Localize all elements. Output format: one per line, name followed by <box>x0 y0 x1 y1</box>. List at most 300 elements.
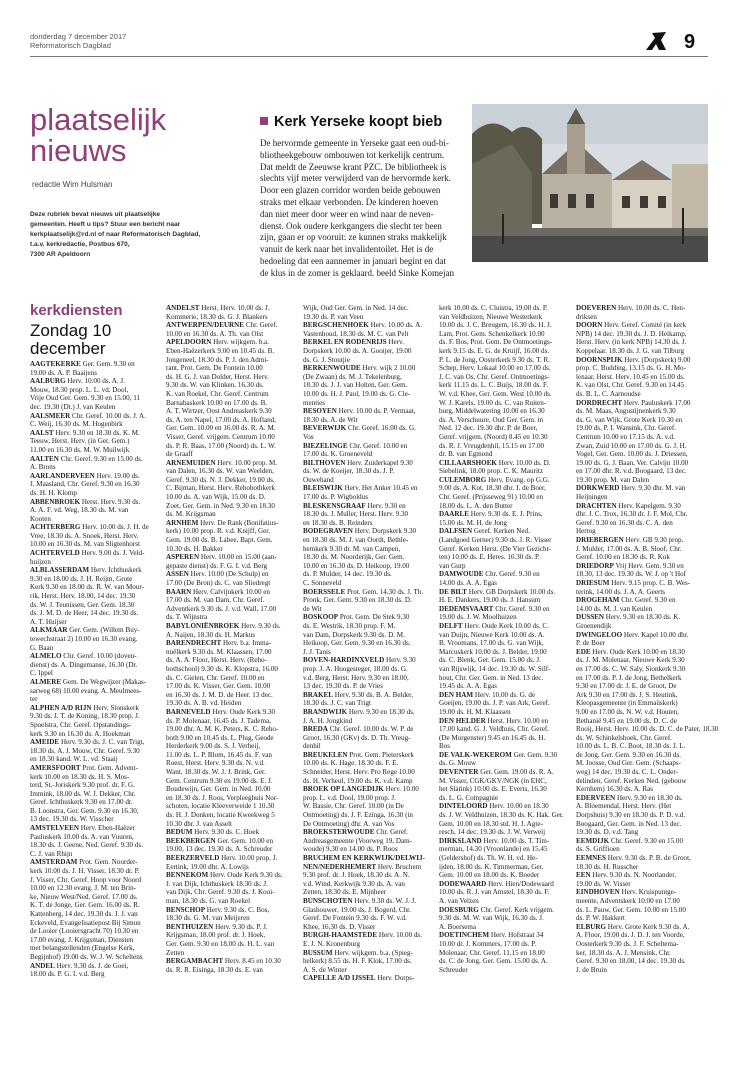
listing-line: Glashouwer, 19.00 ds. J. Bogerd, Chr. <box>303 905 411 914</box>
listing-line: de Looier (Looiersgracht 70) 10.30 en <box>30 927 139 936</box>
listing-line: 10.00 en 16.30 ds. M. van Sligtenhorst <box>30 540 140 549</box>
listing-line: B. Loonstra, Ger. Gem. 9.30 en 16.30, <box>30 806 139 815</box>
listing-line: J. J. Tanis <box>303 647 331 656</box>
bullet-square-icon <box>260 117 268 125</box>
listing-line: delinden, Geref. Kerken Ned. (gebouw <box>576 776 687 785</box>
listing-line: EEMDIJK Chr. Geref. 9.30 en 15.00 <box>576 836 683 845</box>
listing-line: A. A. F. vd. Weg, 18.30 ds. M. van <box>30 506 129 515</box>
listing-line: ds. L. Pauw, Ger. Gem. 10.00 en 15.00 <box>576 905 686 914</box>
listing-line: 15.00 ds. M. H. de Jong <box>439 518 507 527</box>
listing-line: AALBURG Herv. 10.00 ds. A. J. <box>30 377 125 386</box>
listing-line: hemkerk 9.30 dr. M. van Campen, <box>303 544 401 553</box>
section-intro <box>30 210 201 260</box>
listing-line: ALMERE Gem. De Wegwijzer (Makas- <box>30 677 147 686</box>
listing-line: ker, 18.30 ds. A. J. Mensink, Chr. <box>576 948 671 957</box>
listing-line: Dorpskerk 10.00 ds. A. Gooijer, 19.00 <box>303 346 412 355</box>
listing-line: NPB) 14 dec. 19.30 ds. J. D. Heikamp, <box>576 329 687 338</box>
listing-line: dienst) ds. A. Dingemanse, 16.30 (Dr. <box>30 660 138 669</box>
listing-line: en 18.30 ds. M. J. van Oordt, Bethle- <box>303 536 409 545</box>
listing-line: DEDEMSVAART Chr. Geref. 9.30 en <box>439 604 550 613</box>
listing-line: BROEK OP LANGEDIJK Herv. 10.00 <box>303 785 419 794</box>
listing-line: kerk) 10.00 prop. R. v.d. Knijff, Ger. <box>166 527 271 536</box>
listing-line: Vastenhoud, 18.30 ds. M. C. van Pelt <box>303 329 409 338</box>
listing-line: DEN HAM Herv. 10.00 ds. G. de <box>439 690 536 699</box>
listing-line: BREDA Chr. Geref. 10.00 ds. W. P. de <box>303 725 414 734</box>
listing-line: en 18.30 kand. W. L. vd. Staaij <box>30 755 118 764</box>
listing-line: DOESBURG Chr. Geref. Kerk vrijgem. <box>439 905 554 914</box>
listing-line: en 17.00 dhr. R. v.d. Boogaard, 13 dec. <box>576 467 687 476</box>
listing-line: DOETINCHEM Herv. Hofstraat 34 <box>439 931 544 940</box>
intro-line: t.a.v. kerkredactie, Postbus 670, <box>30 241 130 248</box>
listing-line: Rooij, Herst. Herv. 10.00 ds. D. C. de Pater, 18.30 <box>576 725 719 734</box>
listing-line: schoten, locatie Kleeverweide 1 10.30 <box>166 802 275 811</box>
listing-line: Boogaard, Ger. Gem. in Ned. 13 dec. <box>576 819 682 828</box>
listing-line: CAPELLE A/D IJSSEL Herv. Dorps- <box>303 974 415 983</box>
listing-line: J. A. H. Jongkind <box>303 716 353 725</box>
listing-line: resch, 14 dec. 19.30 ds. J. W. Verweij <box>439 828 546 837</box>
listing-line: M. Visser, CGK/GKV/NGK (in EHC, <box>439 776 547 785</box>
listing-line: A. S. de Winter <box>303 965 347 974</box>
listing-line: BENSCHOP Herv. 9.30 ds. C. Bos, <box>166 905 270 914</box>
listing-line: EINDHOVEN Herv. Kruispuntge- <box>576 888 677 897</box>
listing-line: ter <box>30 695 38 704</box>
listing-line: Zoet, Ger. Gem. in Ned. 9.30 en 18.30 <box>166 501 275 510</box>
listing-line: helkerk) 8.55 ds. H. F. Klok, 17.00 ds. <box>303 957 412 966</box>
listing-line: 18.30 ds. A. J. Mouw, Chr. Geref. 9.30 <box>30 746 140 755</box>
listing-line: C. Ippel <box>30 669 53 678</box>
article-title: Kerk Yerseke koopt bieb <box>260 114 442 130</box>
listing-line: Vos <box>303 432 314 441</box>
listing-line: ds. A. A. Floor, Herst. Herv. (Reho- <box>166 656 267 665</box>
listing-line: BODEGRAVEN Herv. Dorpskerk 9.30 <box>303 527 417 536</box>
listing-line: met belangstellenden (Engelse Kerk, <box>30 944 135 953</box>
listing-line: 17.00 evang. J. Krijgsman, Diensten <box>30 935 134 944</box>
article-line: Dat meldt de Zeeuwse krant PZC. De bibliotheek is <box>260 161 447 172</box>
listing-line: 10.00 ds. A. van Wijk, 15.00 ds. D. <box>166 493 266 502</box>
listing-line: bothschool) 9.30 ds. K. Klopstra, 16.00 <box>166 664 278 673</box>
listing-line: P. L. de Jong, Oosterkerk 9.30 ds. T. R. <box>439 355 551 364</box>
listing-line: 10.00 ds. J. C. Breugem, 16.30 ds. H. J. <box>439 321 552 330</box>
listing-line: Bos <box>439 742 451 751</box>
listing-line: DE BILT Herv. GB Dorpskerk 10.00 ds. <box>439 587 556 596</box>
listing-line: 9.00 ds. A. Kot, 18.30 dhr. J. de Boer, <box>439 484 546 493</box>
listing-line: ARNEMUIDEN Herv. 10.00 prop. M. <box>166 458 278 467</box>
listing-line: ds. G. Mouw <box>439 759 477 768</box>
listing-line: Hertog <box>576 527 596 536</box>
listing-line: 17.00 (De Bron) ds. C. van Sliedregt <box>166 579 271 587</box>
listing-line: kerk 9.30 en 16.30 ds. A. Hoekman <box>30 729 131 738</box>
listing-line: B. Vroomans, 17.00 ds. G. van Wijk, <box>439 639 544 648</box>
listing-line: Groot, 16.30 (GKv) ds. D. Th. Vreug- <box>303 733 411 742</box>
listing-line: Ned. 12 dec. 19.30 dhr. P. de Boer, <box>439 424 538 433</box>
listing-line: rik, Herst. Herv. 18.00, 14 dec. 19.30 <box>30 592 136 601</box>
listing-line: Kleopasgemeente (in Emmaüskerk) <box>576 699 678 708</box>
listing-line: Zwan, Zuid 10.00 en 17.00 ds. G. J. H. <box>576 441 687 450</box>
listing-line: DIRKSLAND Herv. 10.00 ds. T. Tim- <box>439 836 550 845</box>
listing-line: ELBURG Herv. Grote Kerk 9.30 ds. A. <box>576 922 690 931</box>
listing-line: Ark 9.30 en 17.00 ds. J. S. Heutink, <box>576 690 678 699</box>
listing-line: AMSTERDAM Prot. Gem. Noorder- <box>30 858 138 867</box>
listing-line: W. Bassie, Chr. Geref. 10.00 (in De <box>303 802 404 811</box>
listing-line: A. van Velzen <box>439 896 479 905</box>
listing-line: DOEVEREN Herv. 10.00 ds. C. Hen- <box>576 304 686 312</box>
listing-line: BEDUM Herv. 9.30 ds. C. Hoek <box>166 828 260 837</box>
listing-line: BLEISWIJK Herv. Het Anker 10.45 en <box>303 484 418 493</box>
listing-line: ALKMAAR Ger. Gem. (Willem Buy- <box>30 626 140 635</box>
header-divider <box>30 56 708 57</box>
listing-line: Goeijen, 19.00 ds. J. P. van Ark, Geref. <box>439 699 550 708</box>
listing-line: A. T. Wirtzer, Oost Andreaskerk 9.30 <box>166 407 272 416</box>
listing-line: Geref. De Fontein 9.30 ds. F. W. v.d. <box>303 914 407 923</box>
listing-line: kerk 11.15 ds. L. C. Buijs, 18.00 ds. F. <box>439 381 549 390</box>
listing-line: M. Joosse, Oud Ger. Gem. (Schaaps- <box>576 759 682 768</box>
listing-line: 10.00 en 12.30 evang. J. M. ten Brin- <box>30 884 136 893</box>
listing-line: 18.30 ds. J. Muller, Herst. Herv. 9.30 <box>303 510 409 519</box>
listing-line: Immink, 18.00 ds. W. J. Dekker, Chr. <box>30 789 136 798</box>
listing-line: DRIEBERGEN Herv. GB 9.30 prop. <box>576 536 684 545</box>
listing-line: denhil <box>303 742 321 751</box>
listing-line: both 9.00 en 10.45 ds. L. Plug, Geode <box>166 733 274 742</box>
listing-line: van Veldhuizen, Nieuwe Westerkerk <box>439 312 543 321</box>
listing-line: BOERSSELE Prot. Gem. 14.30 ds. J. Th. <box>303 587 424 596</box>
listing-line: 9.30 en 18.00 ds. J. H. Reijm, Grote <box>30 574 133 583</box>
listing-line: van Dam, Dorpskerk 9.30 ds. D. M. <box>303 630 405 639</box>
listing-line: 19.00, 13 dec. 19.30 ds. A. Schreuder <box>166 845 273 854</box>
section-title: plaatselijk nieuws <box>30 102 167 168</box>
listing-line: Pauluskerk 10.00 ds. A. van Vuuren, <box>30 832 134 841</box>
listing-line: BEEKBERGEN Ger. Gem. 10.00 en <box>166 836 273 845</box>
listing-line: W. J. Karels, 19.00 ds. C. van Ruiten- <box>439 398 547 407</box>
listing-line: ds. C. de Jong, Ger. Gem. 15.00 ds. A. <box>439 957 548 966</box>
listing-line: AMERSFOORT Prot. Gem. Advent- <box>30 763 138 772</box>
listing-line: Barnabaskerk 10.00 en 17.00 ds. B. <box>166 398 268 407</box>
article-line: bedoeling dat een aannemer in januari begint en dat <box>260 255 446 266</box>
listing-line: 10.00 en 16.30 ds. D. Heikoop, 19.00 <box>303 561 410 570</box>
listing-line: DEN HELDER Herst. Herv. 10.00 en <box>439 716 549 725</box>
listing-line: Vrije Oud Ger. Gem. 9.30 en 15.00, 11 <box>30 394 141 403</box>
listing-line: J. Mulder, 17.00 ds. A. B. Sloof, Chr. <box>576 544 682 553</box>
listing-line: Eben-Haëzerkerk 9.00 en 10.45 ds. B. <box>166 346 275 355</box>
page-number: 9 <box>684 31 696 53</box>
listing-line: Ger. Gem. 10.00 en 16.00 ds. R. A. M. <box>166 424 276 433</box>
listing-line: en 18.30 ds. B. Reinders <box>303 518 373 527</box>
listing-line: DELFT Herv. Oude Kerk 10.00 ds. C. <box>439 621 549 630</box>
listing-line: 11.00 en 16.30 ds. M. W. Muilwijk <box>30 445 130 454</box>
listing-line: Ger. Gem. 9.30 en 18.00 ds. H. L. van <box>166 939 275 948</box>
listing-line: 10.30 ds. H. Bakker <box>166 544 223 553</box>
listing-line: (De Morgenster) 9.45 en 16.45 ds. H. <box>439 733 546 742</box>
listing-line: man, 18.30 ds. G. van Roekel <box>166 896 251 905</box>
listing-line: A. Naijen, 18.30 ds. H. Markus <box>166 630 256 639</box>
listing-line: kerk 10.00 ds. J. H. Visser, 18.30 dr. P. <box>30 867 140 876</box>
listing-line: (De Zwaan) ds. M. J. Tekelenburg, <box>303 372 402 381</box>
listing-line: 9.30 ds. W. van Klinken. 16.30 ds. <box>166 381 264 390</box>
listing-line: kerk 10.00 ds. C. Cluistra, 19.00 ds. P. <box>439 304 548 312</box>
listing-line: 17.00 ds. K. Groeneveld <box>303 450 373 459</box>
listing-line: Want, 18.30 ds. W. J. J. Brink, Ger. <box>166 768 266 777</box>
listing-line: Dorpshuis) 9.30 en 18.30 ds. P. D. v.d. <box>576 811 686 820</box>
listing-line: Schneider, Herst. Herv. Pro Rege 10.00 <box>303 768 415 777</box>
listing-line: BERGAMBACHT Herv. 8.45 en 10.30 <box>166 957 281 966</box>
listing-line: Lam, Prot. Gem. Schenkelkerk 10.00 <box>439 329 545 338</box>
listing-line: Geref. Ichthuskerk 9.30 en 17.00 dr. <box>30 798 133 807</box>
listing-line: A. T. Huijser <box>30 617 67 626</box>
listing-line: sarweg 68) 10.00 evang. A. Meulmees- <box>30 686 142 695</box>
listing-line: 9.30 en 17.00 dr. J. E. de Groot, De <box>576 682 677 691</box>
listing-line: BABYLONIËNBROEK Herv. 9.30 ds. <box>166 621 281 630</box>
listing-line: hout, Chr. Ger. Gem. in Ned. 13 dec. <box>439 673 544 682</box>
listing-line: Pronk, Ger. Gem. 9.30 en 18.30 ds. D. <box>303 596 412 605</box>
listing-line: Wijk, Oud Ger. Gem. in Ned. 14 dec. <box>303 304 409 312</box>
listing-line: terd, St.-Joriskerk 9.30 prof. dr. F. G. <box>30 781 135 790</box>
listing-line: Khee, 16.30 ds. D. Visser <box>303 922 376 931</box>
listing-line: dec. 19.30 (Dt.) J. van Keulen <box>30 402 116 411</box>
listing-line: ijden, 18.00 ds. K. Timmerman, Ger. <box>439 862 544 871</box>
listing-line: kerk 10.00 en 18.30 ds. H. S. Mos- <box>30 772 130 781</box>
listing-line: EEN Herv. 9.30 ds. N. Noorlander, <box>576 871 677 880</box>
listing-line: AALST Herv. 9.30 en 18.30 ds. K. M. <box>30 428 140 437</box>
listing-line: ALPHEN A/D RIJN Herv. Sionskerk <box>30 703 139 712</box>
listing-line: BURGH-HAAMSTEDE Herv. 10.00 ds. <box>303 931 422 940</box>
listing-line: 19.30 prop. M. van Dalen <box>576 475 650 484</box>
listing-line: ds. G. J. Stoutjie <box>303 355 350 364</box>
listing-line: van Dalen, 16.30 ds. W. van Weelden, <box>166 467 274 476</box>
listing-line: het Slatink) 10.00 ds. E. Everts, 16.30 <box>439 785 547 794</box>
listing-line: de Graaff <box>166 450 193 459</box>
listing-line: dhr. J. C. Trox, 16.30 dr. J. F. Mol, Chr. <box>576 510 688 519</box>
intro-line: kerkplaatselijk@rd.nl of naar Reformatorisch Dagblad, <box>30 231 201 238</box>
listing-line: Begijnhof) 19.00 ds. W. J. W. Scheltens <box>30 952 143 961</box>
listing-line: van Duijn, Nieuwe Kerk 10.00 ds. A. <box>439 630 545 639</box>
listing-line: ABBENBROEK Herst. Herv. 9.30 ds. <box>30 497 141 506</box>
listing-line: Siebelink, 18.00 prop. C. K. Mauritz <box>439 467 544 476</box>
listing-line: 9.30 ds. J. T. de Koning, 18.30 prop. J. <box>30 712 140 721</box>
listing-line: K. van Olst, Chr. Geref. 9.30 en 14.45 <box>576 381 685 390</box>
listing-line: Centrum 10.00 en 17.15 ds. A. v.d. <box>576 432 675 441</box>
listing-line: ten) 10.00 ds. E. Heres. 16.30 ds. P. <box>439 553 540 562</box>
listing-line: K. van Roekel, Chr. Geref. Centrum <box>166 389 269 398</box>
listing-line: G. Baan <box>30 643 54 652</box>
listing-line: 10.00 dr. J. Kommers, 17.00 ds. P. <box>439 939 537 948</box>
listing-line: 19.00 ds. W. Visser <box>576 879 631 888</box>
listing-line: ds. W. de Koeijer, 18.30 ds. J. P. <box>303 467 395 476</box>
listing-line: CULEMBORG Herv. Evang. op G.G. <box>439 475 550 484</box>
listing-line: 18.00 ds. L. A. den Butter <box>439 501 513 510</box>
article-body <box>260 138 460 280</box>
article-line: bliotheekgebouw ombouwen tot kerkelijk centrum. <box>260 149 445 160</box>
listing-line: BROEKSTERWOUDE Chr. Geref. <box>303 828 408 837</box>
listing-line: 19.00 ds. J. W. Moolhuizen <box>439 613 517 622</box>
listing-line: Heijningen <box>576 493 608 502</box>
newspaper-logo-icon <box>644 30 668 54</box>
listing-line: BLESKENSGRAAF Herv. 9.30 en <box>303 501 406 510</box>
listing-line: BRUCHEM EN KERKWIJK/DELWIJ- <box>303 854 425 862</box>
listing-line: J. C. van Os, Chr. Geref. Ontmoetings- <box>439 372 550 381</box>
listing-line: 17.00 ds. P. Wigboldus <box>303 493 369 502</box>
listing-line: BRAKEL Herv. 9.30 ds. B. A. Belder, <box>303 690 414 699</box>
listing-line: DRACHTEN Herv. Kapelgem. 9.30 <box>576 501 681 510</box>
listing-line: BENNEKOM Herv. Oude Kerk 9.30 ds. <box>166 871 283 880</box>
listing-line: BESOYEN Herv. 10.00 ds. P. Vermaat, <box>303 407 416 416</box>
listing-line: ds. L. G. Compagnie <box>439 793 499 802</box>
listing-line: BILTHOVEN Herv. Zuiderkapel 9.30 <box>303 458 413 467</box>
listing-line: ARNHEM Herv. De Rank (Bonifatius- <box>166 518 279 527</box>
listing-line: Geref. 9.30 en 18.00, 14 dec. 19.30 ds. <box>576 957 686 966</box>
listing-line: Kooten <box>30 514 51 523</box>
listing-line: dr. B. van Egmond <box>439 450 493 459</box>
listing-line: Geref. 9.30 en 16.30 ds. C. A. den <box>576 518 673 527</box>
listing-line: BAARN Herv. Calvijnkerk 10.00 en <box>166 587 270 596</box>
listing-line: ds. J. M. Molenaar, Nieuwe Kerk 9.30 <box>576 656 685 665</box>
listing-line: van Rijswijk, 14 dec. 19.30 ds. W. Silf- <box>439 664 551 673</box>
listing-line: Schreuder <box>439 965 468 974</box>
listing-line: ds. H. H. Klomp <box>30 488 77 497</box>
listing-line: Jongeneel, 18.30 ds. P. J. den Admi- <box>166 355 269 364</box>
article-line: straks met elkaar verbonden. De kinderen hoeven <box>260 196 439 207</box>
article-line: dan niet meer door weer en wind naar de neven- <box>260 208 434 219</box>
listing-line: DALFSEN Geref. Kerken Ned. <box>439 527 530 536</box>
listing-line: ds. E. Westrik, 18.30 prop. F. M. <box>303 621 396 630</box>
listing-line: 19.30 ds. A. B. vd. Heiden <box>166 699 242 708</box>
listing-line: 19.45 ds. A. A. Egas <box>439 682 497 691</box>
listing-line: 19.30 ds. P. van Veen <box>303 312 364 321</box>
listing-line: van Dijk, Chr. Geref. 9.30 ds. J. Kooi- <box>166 888 275 897</box>
listing-line: A. Brons <box>30 463 56 472</box>
listing-line: ds. A. Verschuure, Oud Ger. Gem. in <box>439 415 544 424</box>
listing-line: 13 dec. 19.30 ds. W. Visscher <box>30 815 114 824</box>
listing-line: ds. W. J. Teunissen, Ger. Gem. 18.30 <box>30 600 135 609</box>
listing-line: Kernhem) 16.30 ds. A. Ras <box>576 785 654 794</box>
listing-line: (Landgoed Gerner) 9.30 ds. J. R. Visser <box>439 536 552 545</box>
listing-line: ds. F. Bos, Prot. Gem. De Ontmoetings- <box>439 338 553 347</box>
listing-line: ds. B. L. C. Aarnoudse <box>576 389 641 398</box>
listing-line: DRIESUM Herv. 9.15 prop. C. B. Wes- <box>576 579 691 587</box>
listing-line: huijzen <box>30 557 51 566</box>
article-line: slechts vijf meter verwijderd van de hervormde kerk. <box>260 173 451 184</box>
listing-line: en 17.00 ds. C. W. Saly, Sionkerk 9.30 <box>576 664 686 673</box>
listing-line: 18.30 ds. G. M. van Meijeren <box>166 914 250 923</box>
listing-line: J. Maasland, Chr. Geref. 9.30 en 16.30 <box>30 480 140 489</box>
article-line: De hervormde gemeente in Yerseke gaat een oud-bi- <box>260 138 449 148</box>
listing-line: 19.00 ds. H. M. Klaassen <box>439 707 511 716</box>
listing-line: DUSSEN Herv. 9.30 en 18.30 ds. K. <box>576 613 681 622</box>
listing-line: 10.00 ds. H. J. Paul, 19.00 ds. G. Cle- <box>303 389 411 398</box>
article-line: vanuit de kerk naar het invalidentoilet. Het is de <box>260 244 434 255</box>
listing-line: 18.00 ds. P. G. I. v.d. Berg <box>30 970 105 979</box>
listing-line: Eertink, 19.00 dhr. A. Lowijs <box>166 862 249 871</box>
listing-line: ANDELST Herst. Herv. 10.00 ds. J. <box>166 304 270 312</box>
listing-line: ds. S. Griffioen <box>576 845 620 854</box>
listing-line: en 17.00 ds. P. J. de Jong, Bethelkerk <box>576 673 682 682</box>
listing-line: 10.00 ds. L. B. C. Boot, 18.30 ds. J. L. <box>576 742 686 751</box>
listing-line: de Wit <box>303 604 322 613</box>
listing-line: DWINGELOO Herv. Kapel 10.00 dhr. <box>576 630 689 639</box>
listing-line: J. de Bruin <box>576 965 607 974</box>
listing-line: 10.00 en 16.30 ds. A. Th. van Olst <box>166 329 264 338</box>
listing-line: ACHTERBERG Herv. 10.00 ds. J. H. de <box>30 523 149 532</box>
listing-line: BENTHUIZEN Herv. 9.30 ds. P. J. <box>166 922 268 931</box>
listing-line: 19.00 dhr. A. M. K. Peters, K. C. Reho- <box>166 725 279 734</box>
listing-line: ds. R. J. Vreugdenhil, 15.15 en 17.00 <box>439 441 545 450</box>
listing-line: nuëlkerk 9.30 ds. M. Klaassen, 17.00 <box>166 647 272 656</box>
listing-line: driksen <box>576 312 597 321</box>
listing-line: ds. M. Maas, Augustijnenkerk 9.30 <box>576 407 676 416</box>
section-editor: redactie Wim Hulsman <box>32 180 113 189</box>
listing-line: prop. C. Budding, 13.15 ds. G. H. Mo- <box>576 364 686 373</box>
listing-line: 19.00 ds. P. I. Wansink, Chr. Geref. <box>576 424 676 433</box>
kerkdiensten-date: Zondag 10 december <box>30 321 112 358</box>
listing-line: prop. J. A. Hoogesteger, 18.00 ds. G. <box>303 664 408 673</box>
listing-line: woude) 9.30 en 14.00 ds. P. Roos <box>303 845 398 854</box>
listing-line: Vree, 18.30 ds. A. Snoek, Herst. Herv. <box>30 531 139 540</box>
listing-line: 18.30 ds. M. Noorderijk, Ger. Gem. <box>303 553 405 562</box>
listing-line: J. Visser, Chr. Geref. Hoop voor Noord <box>30 875 142 884</box>
listing-line: Molenaar, Chr. Geref. 11.15 en 18.00 <box>439 948 545 957</box>
listing-line: ANTWERPEN/DEURNE Chr. Geref. <box>166 321 278 330</box>
listing-line: 10.30 dhr. J. van Asselt <box>166 819 233 828</box>
listing-line: 10.00 ds. K. Hage. 18.30 ds. F. E. <box>303 759 399 768</box>
listing-column-1 <box>30 360 162 979</box>
listing-line: Gem. 19.00 ds. B. Labee, Bapt. Gem. <box>166 536 273 545</box>
kerkdiensten-title: kerkdiensten <box>30 302 123 319</box>
listing-line: Kattenberg, 14 dec. 19.30 ds. J. J. van <box>30 910 138 918</box>
listing-column-3 <box>303 304 435 983</box>
listing-line: BOVEN-HARDINXVELD Herv. 9.30 <box>303 656 416 665</box>
listing-line: Gem. 10.00 en 18.30 std. H. J. Agte- <box>439 819 543 828</box>
listing-line: kerk 9.15 ds. E. G. de Kruijf, 16.00 ds. <box>439 346 550 355</box>
article-line: zijn, gaan er op vooruit: ze kunnen straks makkelijk <box>260 232 447 243</box>
listing-line: ds. R. R. Eisinga, 18.30 ds. E. van <box>166 965 263 974</box>
listing-line: Schep, Herv. Lokaal 10.00 en 17.00 ds. <box>439 364 551 373</box>
listing-line: E. J. N. Kronenburg <box>303 939 361 948</box>
listing-line: AMSTELVEEN Herv. Eben-Haëzer <box>30 824 136 833</box>
listing-line: Geref. 9.30 ds. N. J. Dekker, 19.00 ds. <box>166 475 275 484</box>
listing-line: A. Bloemendal, Herst. Herv. (Het <box>576 802 672 811</box>
article-photo <box>472 104 708 262</box>
listing-line: rant, Prot. Gem. De Fontein 10.00 <box>166 364 263 373</box>
listing-line: Herderkerk 9.00 ds. S. J. Verheij, <box>166 742 261 751</box>
listing-line: Roest, Herst. Herv. 9.30 ds. N. v.d. <box>166 759 265 768</box>
listing-line: ds. H. J. Donken, locatie Kweekweg 5 <box>166 811 275 820</box>
intro-line: 7300 AR Apeldoorn <box>30 251 91 258</box>
listing-line: meente, Adventskerk 10.00 en 17.00 <box>576 896 680 905</box>
listing-line: 10.00 ds. R. J. van Amstel, 18.30 ds. F. <box>439 888 550 897</box>
listing-line: Zetten <box>166 948 185 957</box>
listing-line: 9.00 en 17.00 ds. N. W. v.d. Houten, <box>576 707 679 716</box>
article-line: Door een glazen corridor worden beide gebouwen <box>260 185 441 196</box>
listing-line: Koppelaar. 18.30 ds. J. G. van Tilburg <box>576 346 685 355</box>
listing-line: ds. J. W. Veldhuizen, 18.30 ds. K. Hak. Ger. <box>439 811 564 820</box>
listing-line: ds. C. Gielen, Chr. Geref. 10.00 en <box>166 673 265 682</box>
intro-line: Deze rubriek bevat nieuws uit plaatselijke <box>30 211 161 218</box>
listing-line: 17.00 kand. G. J. Veldhuis, Chr. Geref. <box>439 725 550 734</box>
listing-line: (Geldershof) ds. Th. W. H. vd. He- <box>439 854 538 862</box>
listing-line: gepaste dienst) ds. F. G. I. v.d. Berg <box>166 561 268 570</box>
listing-line: Zetten, 18.30 ds. E. Mijnheer <box>303 888 387 897</box>
listing-line: Krijgsman, 18.00 prof. dr. J. Hoek, <box>166 931 266 940</box>
listing-line: Spoelstra, Chr. Geref. Opstandings- <box>30 720 132 729</box>
listing-line: weg) 14 dec. 19.30 ds. C. L. Onder- <box>576 768 678 777</box>
listing-line: 11.00 ds. L. P. Blom, 16.45 ds. F. van <box>166 750 272 759</box>
listing-line: BERKENWOUDE Herv. wijk 2 10.00 <box>303 364 416 373</box>
listing-line: AAGTEKERKE Ger. Gem. 9.30 en <box>30 360 135 368</box>
listing-line: ASSEN Herv. 10.00 (De Schulp) en <box>166 570 269 579</box>
listing-line: 18.30 ds. J. Geene, Ned. Geref. 9.30 ds. <box>30 841 143 850</box>
listing-line: ds. M. Krijgsman <box>166 510 216 519</box>
listing-line: lenaar, Herst. Herv. 10.45 en 15.00 ds. <box>576 372 685 381</box>
listing-line: EDERVEEN Herv. 9.30 en 18.30 ds. <box>576 793 683 802</box>
listing-line: BREUKELEN Prot. Gem. Pieterskerk <box>303 750 414 759</box>
